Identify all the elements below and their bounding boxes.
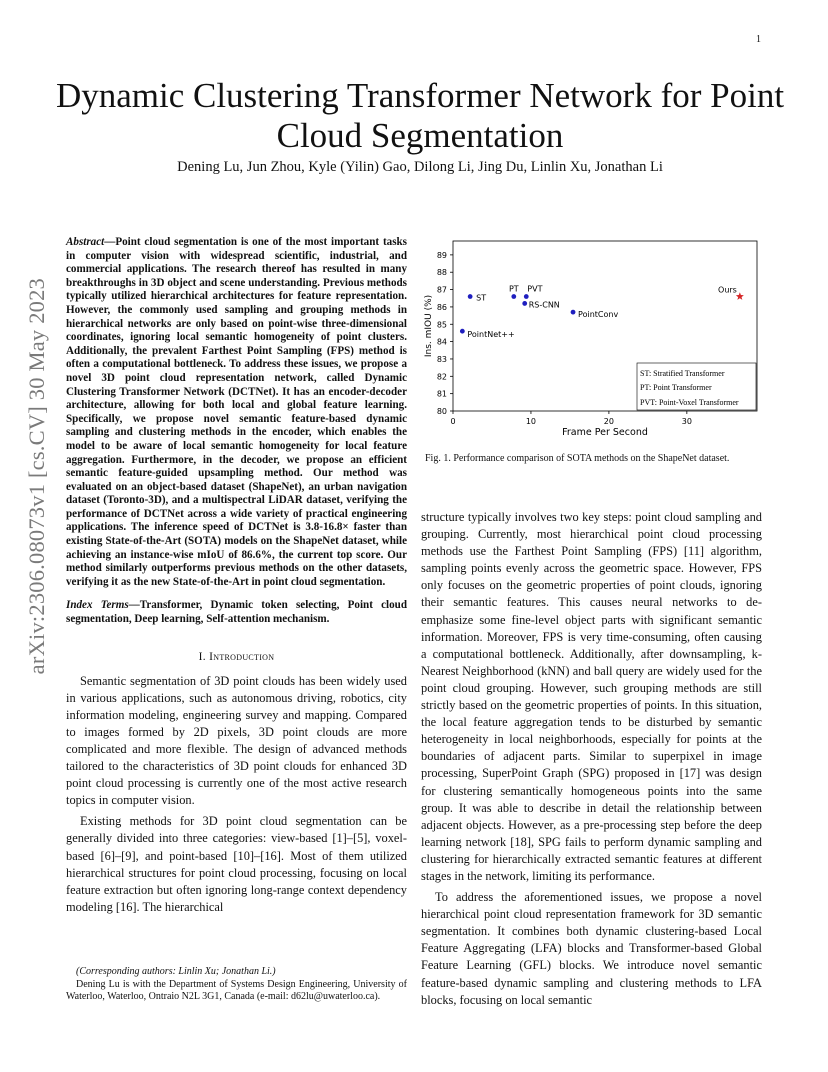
- data-point: [571, 310, 576, 315]
- abstract-text: —Point cloud segmentation is one of the most important tasks in computer vision with widespread scientific, industrial, and commercial applications. The research thereof has resulted in many breakthroughs in 3D object and scene understanding. Previous methods typically utilized hierarchical architectures for feature representation. However, the commonly used sampling and grouping methods in hierarchical networks are only based on point-wise three-dimensional coordinates, ignoring local semantic homogeneity of point clusters. Additionally, the prevalent Farthest Point Sampling (FPS) method is often a computational bottleneck. To address these issues, we propose a novel 3D point cloud representation network, called Dynamic Clustering Transformer Network (DCTNet). It has an encoder-decoder architecture, allowing for both local and global feature learning. Specifically, we propose novel semantic feature-based dynamic sampling and clustering methods in the encoder, which enables the model to be aware of local semantic homogeneity for local feature aggregation. Furthermore, in the decoder, we propose an efficient semantic feature-guided upsampling method. Our method was evaluated on an object-based dataset (ShapeNet), an urban navigation dataset (Toronto-3D), and a multispectral LiDAR dataset, verifying the performance of DCTNet across a wide variety of practical engineering applications. The inference speed of DCTNet is 3.8-16.8× faster than existing State-of-the-Art (SOTA) models on the ShapeNet dataset, while achieving an instance-wise mIoU of 86.6%, the current top score. Our method similarly outperforms previous methods on the other datasets, verifying it as the new State-of-the-Art in point cloud segmentation.: [66, 236, 407, 588]
- figure-caption: Fig. 1. Performance comparison of SOTA methods on the ShapeNet dataset.: [425, 453, 730, 464]
- y-tick-label: 88: [436, 268, 447, 278]
- y-tick-label: 85: [436, 320, 447, 330]
- x-tick-label: 20: [603, 417, 614, 426]
- y-axis-ticks: [437, 251, 453, 416]
- arxiv-stamp[interactable]: arXiv:2306.08073v1 [cs.CV] 30 May 2023: [24, 278, 49, 675]
- y-axis-label: Ins. mIOU (%): [424, 294, 434, 358]
- legend-entry: PT: Point Transformer: [640, 383, 712, 392]
- data-point: [468, 294, 473, 299]
- paper-title: Dynamic Clustering Transformer Network for Point Cloud Segmentation: [55, 76, 785, 155]
- data-point-label: PVT: [527, 284, 543, 294]
- x-tick-label: 10: [525, 417, 537, 426]
- legend-entry: ST: Stratified Transformer: [640, 369, 725, 378]
- data-point: [511, 294, 516, 299]
- right-column: [421, 509, 762, 1009]
- y-tick-label: 84: [436, 337, 447, 347]
- index-terms: [66, 599, 407, 626]
- data-point-label: PointConv: [578, 310, 619, 320]
- y-tick-label: 89: [436, 250, 447, 260]
- index-terms-label: Index Terms: [66, 599, 129, 612]
- data-point: [460, 329, 465, 334]
- data-point-label: Ours: [718, 285, 737, 295]
- left-column: [66, 236, 407, 916]
- x-axis-ticks: [450, 411, 691, 426]
- abstract-label: Abstract: [66, 236, 105, 248]
- data-point-label: ST: [476, 293, 487, 303]
- data-point-label: PT: [508, 284, 519, 294]
- data-point-star: [736, 292, 744, 300]
- legend-entry: PVT: Point-Voxel Transformer: [640, 398, 739, 407]
- x-tick-label: 30: [681, 417, 692, 426]
- y-tick-label: 87: [436, 285, 447, 295]
- data-point-label: PointNet++: [467, 330, 515, 340]
- y-tick-label: 81: [436, 389, 447, 399]
- data-point-label: RS-CNN: [528, 300, 560, 310]
- intro-paragraph: Existing methods for 3D point cloud segmentation can be generally divided into three categories: view-based [1]–[5], voxel-based [6]–[9], and point-based [10]–[16]. Most of them utilized hierarchical structures for point cloud processing, focusing on local feature extraction but often ignoring long-range context dependency modeling [16]. The hierarchical: [66, 814, 407, 914]
- footnote-affiliation: Dening Lu is with the Department of Systems Design Engineering, University of Waterloo, Waterloo, Ontraio N2L 3G1, Canada (e-mail: d62lu@uwaterloo.ca).: [66, 978, 407, 1002]
- data-point: [524, 294, 529, 299]
- section-heading-introduction: I. Introduction: [198, 650, 275, 663]
- footnote-corresponding-authors: (Corresponding authors: Linlin Xu; Jonathan Li.): [76, 966, 276, 977]
- y-tick-label: 86: [436, 302, 447, 312]
- data-points: [460, 285, 744, 340]
- abstract: [66, 236, 407, 589]
- footnote: [66, 966, 407, 1004]
- y-tick-label: 83: [436, 354, 447, 364]
- data-point: [522, 301, 527, 306]
- performance-scatter-chart: [418, 236, 763, 441]
- y-tick-label: 82: [436, 372, 447, 382]
- index-terms-text: —Transformer, Dynamic token selecting, Point cloud segmentation, Deep learning, Self-attention mechanism.: [66, 599, 407, 626]
- chart-legend: [637, 363, 756, 410]
- page-number: 1: [756, 34, 761, 45]
- author-list: Dening Lu, Jun Zhou, Kyle (Yilin) Gao, Dilong Li, Jing Du, Linlin Xu, Jonathan Li: [177, 159, 663, 175]
- x-tick-label: 0: [450, 417, 456, 426]
- intro-paragraph: Semantic segmentation of 3D point clouds has been widely used in various applications, such as autonomous driving, robotics, city information modeling, engineering survey and mapping. Compared to images formed by 2D pixels, 3D point clouds are more complicated and more flexible. The design of advanced methods tailored to the characteristics of 3D point clouds for enhanced 3D point cloud processing is currently one of the most active research topics in computer vision.: [66, 673, 407, 808]
- body-paragraph: structure typically involves two key steps: point cloud sampling and grouping. Currently, most hierarchical point cloud processing methods use the Farthest Point Sampling (FPS) [11] algorithm, sampling points evenly across the geometric space. However, FPS only focuses on the geometric properties of point clouds, ignoring their semantic features. This causes neural networks to de-emphasize some fine-level object parts with significant semantic information. Moreover, FPS is very time-consuming, often causing a computational bottleneck. Additionally, after downsampling, k-Nearest Neighborhood (kNN) and ball query are widely used for the point cloud grouping. However, such grouping methods are still strictly based on the geometric properties of points. In this situation, the local feature aggregation tends to be disturbed by semantic heterogeneity in local neighborhoods, especially for points at the boundaries of adjacent parts. Similar to superpixel in image processing, SuperPoint Graph (SPG) proposed in [17] was design for clustering semantically homogeneous points into the same group. It was able to describe in detail the relationship between adjacent objects. However, as a pre-processing step before the deep learning network [18], SPG fails to perform dynamic sampling and clustering for hierarchically extracted semantic features at different stages in the network, limiting its performance.: [421, 510, 762, 883]
- x-axis-label: Frame Per Second: [562, 427, 648, 438]
- body-paragraph: To address the aforementioned issues, we propose a novel hierarchical point cloud representation framework for 3D semantic segmentation. It combines both dynamic clustering-based Local Feature Aggregating (LFA) blocks and Transformer-based Global Feature Learning (GFL) blocks. We introduce novel semantic feature-based dynamic sampling and clustering methods to LFA blocks, focusing on local semantic: [421, 890, 762, 1007]
- y-tick-label: 80: [436, 407, 447, 416]
